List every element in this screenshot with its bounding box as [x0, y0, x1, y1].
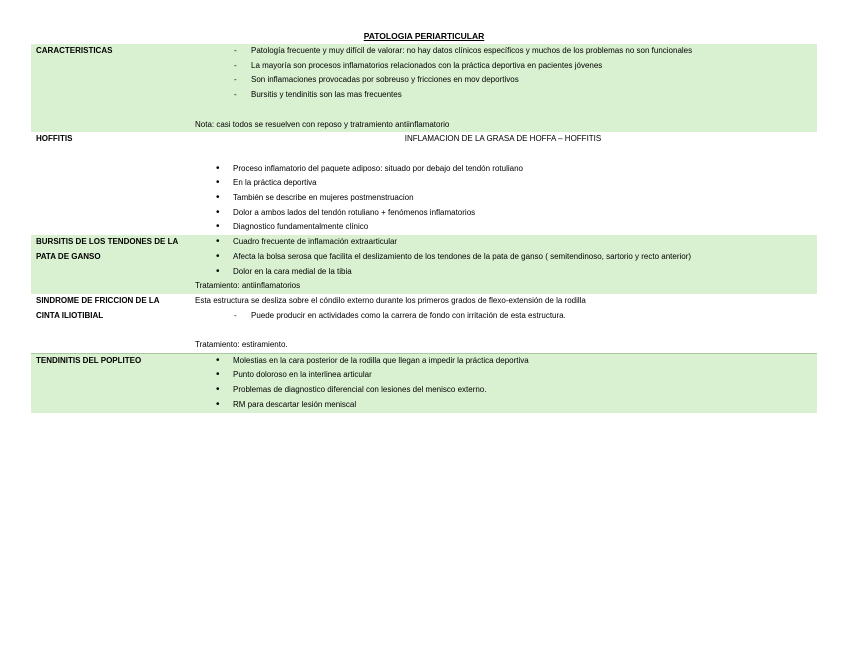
row-content: [189, 44, 817, 132]
list-item: - Puede producir en actividades como la carrera de fondo con irritación de esta estructura.: [195, 309, 811, 324]
table-row-caracteristicas: [31, 44, 817, 132]
list-item: • Proceso inflamatorio del paquete adiposo: situado por debajo del tendón rotuliano: [195, 162, 811, 177]
row-label: CARACTERISTICAS: [31, 44, 189, 132]
table-row-hoffitis: [31, 132, 817, 235]
list-item: • Afecta la bolsa serosa que facilita el deslizamiento de los tendones de la pata de ganso ( semitendinoso, sartorio y recto anterior): [195, 250, 811, 265]
row-intro: Esta estructura se desliza sobre el cóndilo externo durante los primeros grados de flexo-extensión de la rodilla: [195, 295, 586, 305]
table-row-popliteo: [31, 353, 817, 412]
bullet-list: [195, 354, 811, 413]
bullet-list: [195, 162, 811, 236]
list-item: • Dolor en la cara medial de la tibia: [195, 265, 811, 280]
row-content: [189, 294, 817, 353]
row-content: [189, 353, 817, 412]
list-item: • Cuadro frecuente de inflamación extraarticular: [195, 235, 811, 250]
row-label: TENDINITIS DEL POPLITEO: [31, 353, 189, 412]
list-item: - Patología frecuente y muy difícil de valorar: no hay datos clínicos específicos y muchos de los problemas no son funcionales: [195, 44, 811, 59]
list-item: • Diagnostico fundamentalmente clínico: [195, 220, 811, 235]
row-note: Tratamiento: antiinflamatorios: [195, 281, 301, 291]
dash-list: [195, 309, 811, 324]
list-item: - Bursitis y tendinitis son las mas frecuentes: [195, 88, 811, 103]
list-item: • Problemas de diagnostico diferencial con lesiones del menisco externo.: [195, 383, 811, 398]
pathology-table: [31, 44, 817, 413]
list-item: • Punto doloroso en la interlinea articular: [195, 368, 811, 383]
row-note: Tratamiento: estiramiento.: [195, 340, 288, 350]
list-item: - Son inflamaciones provocadas por sobreuso y fricciones en mov deportivos: [195, 73, 811, 88]
page-title: PATOLOGIA PERIARTICULAR: [363, 31, 485, 41]
row-note: Nota: casi todos se resuelven con reposo y tratramiento antiinflamatorio: [195, 119, 450, 129]
table-row-cinta-iliotibial: [31, 294, 817, 353]
list-item: • Molestias en la cara posterior de la rodilla que llegan a impedir la práctica deportiva: [195, 354, 811, 369]
row-label: HOFFITIS: [31, 132, 189, 235]
row-content: [189, 235, 817, 294]
list-item: • También se describe en mujeres postmenstruacion: [195, 191, 811, 206]
list-item: • RM para descartar lesión meniscal: [195, 398, 811, 413]
bullet-list: [195, 235, 811, 279]
row-heading: INFLAMACION DE LA GRASA DE HOFFA – HOFFITIS: [404, 134, 602, 144]
row-label: BURSITIS DE LOS TENDONES DE LA PATA DE GANSO: [31, 235, 189, 294]
list-item: • Dolor a ambos lados del tendón rotuliano + fenómenos inflamatorios: [195, 206, 811, 221]
dash-list: [195, 44, 811, 103]
list-item: - La mayoría son procesos inflamatorios relacionados con la práctica deportiva en pacientes jóvenes: [195, 59, 811, 74]
list-item: • En la práctica deportiva: [195, 176, 811, 191]
row-content: [189, 132, 817, 235]
table-row-bursitis: [31, 235, 817, 294]
row-label: SINDROME DE FRICCION DE LA CINTA ILIOTIBIAL: [31, 294, 189, 353]
